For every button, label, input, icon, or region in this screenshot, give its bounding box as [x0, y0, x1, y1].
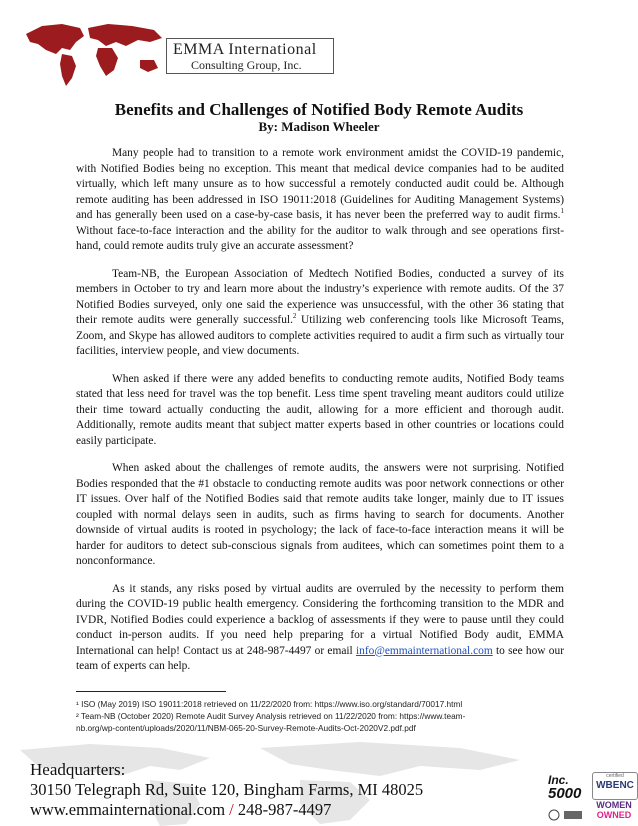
article-title: Benefits and Challenges of Notified Body Remote Audits — [114, 100, 524, 119]
footer-slash: / — [225, 800, 238, 819]
footnote-ref-1: 1 — [560, 207, 564, 216]
paragraph-5 — [76, 582, 564, 675]
paragraph-1 — [76, 146, 564, 255]
footer-phone[interactable]: 248-987-4497 — [237, 800, 332, 819]
paragraph-2-text: Team-NB, the European Association of Medtech Notified Bodies, conducted a survey of its members in October to try and learn more about the industry’s experience with remote audits. Of the 37 Notified Bodies surveyed, only one said the experience was unsuccessful, with the other 36 stating that their remote audits were generally successful. — [76, 267, 564, 326]
footnote-2-line-2: nb.org/wp-content/uploads/2020/11/NBM-065-20-Survey-Remote-Audits-Oct-2020V2.pdf.pdf — [76, 723, 416, 733]
letterhead — [0, 0, 638, 100]
footer-website[interactable]: www.emmainternational.com — [30, 800, 226, 819]
footnotes — [76, 698, 564, 734]
owned-label: OWNED — [596, 810, 632, 820]
footer-web-phone — [30, 800, 430, 820]
paragraph-2 — [76, 267, 564, 360]
company-logo — [166, 38, 334, 74]
inc-5000-badge — [548, 774, 588, 801]
footnote-ref-2: 2 — [292, 312, 297, 321]
paragraph-5-end: to see how our team of experts can help. — [76, 644, 564, 672]
small-award-icon — [546, 808, 586, 822]
logo-name: EMMA International — [173, 41, 317, 58]
email-link[interactable]: info@emmainternational.com — [355, 644, 493, 657]
wbenc-certified: certified — [606, 773, 624, 779]
women-label: WOMEN — [596, 800, 632, 810]
article-byline: By: Madison Wheeler — [258, 119, 380, 134]
paragraph-1-end: Without face-to-face interaction and the ability for the auditor to walk through and see operations first-hand, could remote audits truly give an accurate assessment? — [76, 224, 564, 252]
certification-badges — [540, 768, 638, 826]
paragraph-5-text: As it stands, any risks posed by virtual audits are overruled by the necessity to perform them during the COVID-19 public health emergency. Considering the forthcoming transition to the MDR and IVDR, Notified Bodies could experience a backlog of assessments if they were to pause until they could conduct in-person audits. If you need help preparing for a virtual Notified Body audit, EMMA International can help! Contact us at 248-987-4497 or email — [76, 582, 564, 657]
footer-hq-label: Headquarters: — [30, 760, 126, 779]
logo-subtitle: Consulting Group, Inc. — [191, 58, 302, 72]
paragraph-3: When asked if there were any added benefits to conducting remote audits, Notified Body teams stated that less need for travel was the top benefit. Less time spent traveling meant auditors could utilize their time toward actually conducting the audit, allowing for a more efficient and thorough audit. Additionally, remote audits meant that subject matter experts based in other countries or locations could easily participate. — [76, 372, 564, 447]
article-body — [76, 146, 564, 687]
paragraph-2-end: Utilizing web conferencing tools like Microsoft Teams, Zoom, and Skype has allowed auditors to complete activities required to audit a firm such as virtually tour facilities, interview people, and view documents. — [76, 314, 564, 357]
wbenc-label: WBENC — [596, 780, 634, 791]
footer-contact — [30, 760, 430, 820]
footer-address: 30150 Telegraph Rd, Suite 120, Bingham Farms, MI 48025 — [30, 780, 424, 799]
paragraph-1-text: Many people had to transition to a remote work environment amidst the COVID-19 pandemic, with Notified Bodies being no exception. This meant that medical device companies had to be audited virtually, which left many unsure as to how successful a remotely conducted audit could be. Although remote auditing has been addressed in ISO 19011:2018 (Guidelines for Auditing Management Systems) and has generally been used on a case-by-case basis, it has never been the preferred way to audit firms. — [76, 147, 564, 221]
inc-label: Inc. — [548, 773, 569, 787]
wbenc-badge — [592, 772, 638, 800]
world-map-logo-graphic — [22, 20, 172, 90]
paragraph-4: When asked about the challenges of remote audits, the answers were not surprising. Notified Bodies responded that the #1 obstacle to conducting remote audits was poor network connections or other IT issues. Over half of the Notified Bodies said that remote audits take longer, mainly due to IT issues coupled with normal delays seen in audits, such as firms having to search for documents. Another downside of virtual audits is rooted in psychology; the lack of face-to-face interaction means it will be harder for auditors to detect sub-conscious signals from auditees, which can sometimes point them to a nonconformance. — [76, 462, 564, 567]
footnote-2-line-1: ² Team-NB (October 2020) Remote Audit Survey Analysis retrieved on 11/22/2020 from: https://www.team- — [76, 711, 466, 721]
footnote-1: ¹ ISO (May 2019) ISO 19011:2018 retrieved on 11/22/2020 from: https://www.iso.org/standard/70017.html — [76, 699, 463, 709]
women-owned-badge — [592, 800, 636, 824]
footnote-divider — [76, 691, 226, 692]
inc-number: 5000 — [548, 785, 582, 802]
